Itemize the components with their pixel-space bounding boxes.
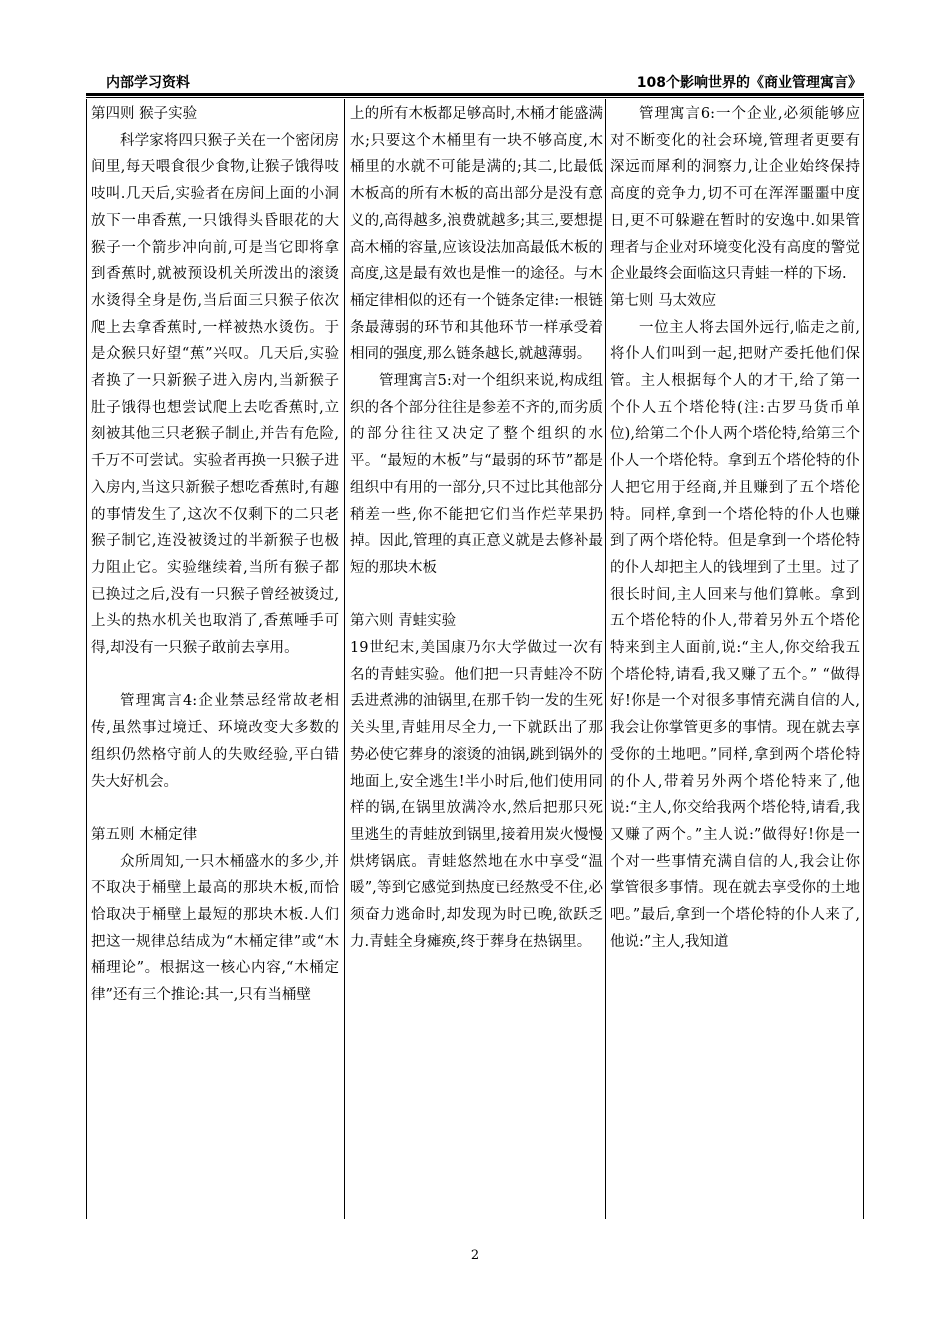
column-divider-2 <box>605 99 606 1219</box>
paragraph: 19世纪末,美国康乃尔大学做过一次有名的青蛙实验。他们把一只青蛙冷不防丢进煮沸的油锅里,在那千钧一发的生死关头里,青蛙用尽全力,一下就跃出了那势必使它葬身的滚烫的油锅,跳到锅外的地面上,安全逃生!半小时后,他们使用同样的锅,在锅里放满冷水,然后把那只死里逃生的青蛙放到锅里,接着用炭火慢慢烘烤锅底。青蛙悠然地在水中享受“温暖”,等到它感觉到热度已经熬受不住,必须奋力逃命时,却发现为时已晚,欲跃乏力.青蛙全身瘫痪,终于葬身在热锅里。 <box>350 640 603 950</box>
column-divider-1 <box>344 99 345 1219</box>
header-right-title: 108个影响世界的《商业管理寓言》 <box>636 75 862 91</box>
paragraph: 上的所有木板都足够高时,木桶才能盛满水;只要这个木桶里有一块不够高度,木桶里的水就不可能是满的;其二,比最低木板高的所有木板的高出部分是没有意义的,高得越多,浪费就越多;其三,要想提高木桶的容量,应该设法加高最低木板的高度,这是最有效也是惟一的途径。与木桶定律相似的还有一个链条定律:一根链条最薄弱的环节和其他环节一样承受着相同的强度,那么链条越长,就越薄弱。 <box>350 106 603 363</box>
paragraph: 管理寓言6:一个企业,必须能够应对不断变化的社会环境,管理者更要有深远而犀利的洞察力,让企业始终保持高度的竞争力,切不可在浑浑噩噩中度日,更不可躲避在暂时的安逸中.如果管理者与企业对环境变化没有高度的警觉企业最终会面临这只青蛙一样的下场. <box>610 106 860 283</box>
paragraph: 科学家将四只猴子关在一个密闭房间里,每天喂食很少食物,让猴子饿得吱吱叫.几天后,实验者在房间上面的小洞放下一串香蕉,一只饿得头昏眼花的大猴子一个箭步冲向前,可是当它即将拿到香蕉时,就被预设机关所泼出的滚烫水烫得全身是伤,当后面三只猴子依次爬上去拿香蕉时,一样被热水烫伤。于是众猴只好望“蕉”兴叹。几天后,实验者换了一只新猴子进入房内,当新猴子肚子饿得也想尝试爬上去吃香蕉时,立刻被其他三只老猴子制止,并告有危险,千万不可尝试。实验者再换一只猴子进入房内,当这只新猴子想吃香蕉时,有趣的事情发生了,这次不仅剩下的二只老猴子制它,连没被烫过的半新猴子也极力阻止它。实验继续着,当所有猴子都已换过之后,没有一只猴子曾经被烫过,上头的热水机关也取消了,香蕉唾手可得,却没有一只猴子敢前去享用。 <box>91 132 339 657</box>
paragraph: 管理寓言5:对一个组织来说,构成组织的各个部分往往是参差不齐的,而劣质的部分往往又决定了整个组织的水平。“最短的木板”与“最弱的环节”都是组织中有用的一部分,只不过比其他部分稍差一些,你不能把它们当作烂苹果扔掉。因此,管理的真正意义就是去修补最短的那块木板 <box>350 373 603 576</box>
paragraph: 第六则 青蛙实验 <box>350 613 457 630</box>
paragraph: 第七则 马太效应 <box>610 292 717 309</box>
header-left-label: 内部学习资料 <box>106 75 190 91</box>
paragraph: 第四则 猴子实验 <box>91 106 198 122</box>
paragraph: 第五则 木桶定律 <box>91 826 198 843</box>
text-column-3 <box>610 101 860 956</box>
header-rule-thick <box>86 93 864 96</box>
blank-line <box>91 795 339 822</box>
header-rule-thin <box>86 97 864 98</box>
blank-line <box>91 662 339 689</box>
page-number: 2 <box>470 1248 480 1263</box>
paragraph: 众所周知,一只木桶盛水的多少,并不取决于桶壁上最高的那块木板,而恰恰取决于桶壁上最短的那块木板.人们把这一规律总结成为“木桶定律”或“木桶理论”。根据这一核心内容,“木桶定律”还有三个推论:其一,只有当桶壁 <box>91 853 339 1004</box>
paragraph: 一位主人将去国外远行,临走之前,将仆人们叫到一起,把财产委托他们保管。主人根据每个人的才干,给了第一个仆人五个塔伦特(注:古罗马货币单位),给第二个仆人两个塔伦特,给第三个仆人一个塔伦特。拿到五个塔伦特的仆人把它用于经商,并且赚到了五个塔伦特。同样,拿到一个塔伦特的仆人也赚到了两个塔伦特。但是拿到一个塔伦特的仆人却把主人的钱埋到了土里。过了很长时间,主人回来与他们算帐。拿到五个塔伦特的仆人,带着另外五个塔伦特来到主人面前,说:“主人,你交给我五个塔伦特,请看,我又赚了五个。” “做得好!你是一个对很多事情充满自信的人,我会让你掌管更多的事情。现在就去享受你的土地吧。”同样,拿到两个塔伦特的仆人,带着另外两个塔伦特来了,他说:“主人,你交给我两个塔伦特,请看,我又赚了两个。”主人说:”做得好!你是一个对一些事情充满自信的人,我会让你掌管很多事情。现在就去享受你的土地吧。”最后,拿到一个塔伦特的仆人来了,他说:”主人,我知道 <box>610 319 860 950</box>
paragraph: 管理寓言4:企业禁忌经常故老相传,虽然事过境迁、环境改变大多数的组织仍然格守前人的失败经验,平白错失大好机会。 <box>91 693 339 790</box>
blank-line <box>350 582 603 609</box>
text-column-2 <box>350 101 603 955</box>
text-column-1 <box>91 101 339 1009</box>
